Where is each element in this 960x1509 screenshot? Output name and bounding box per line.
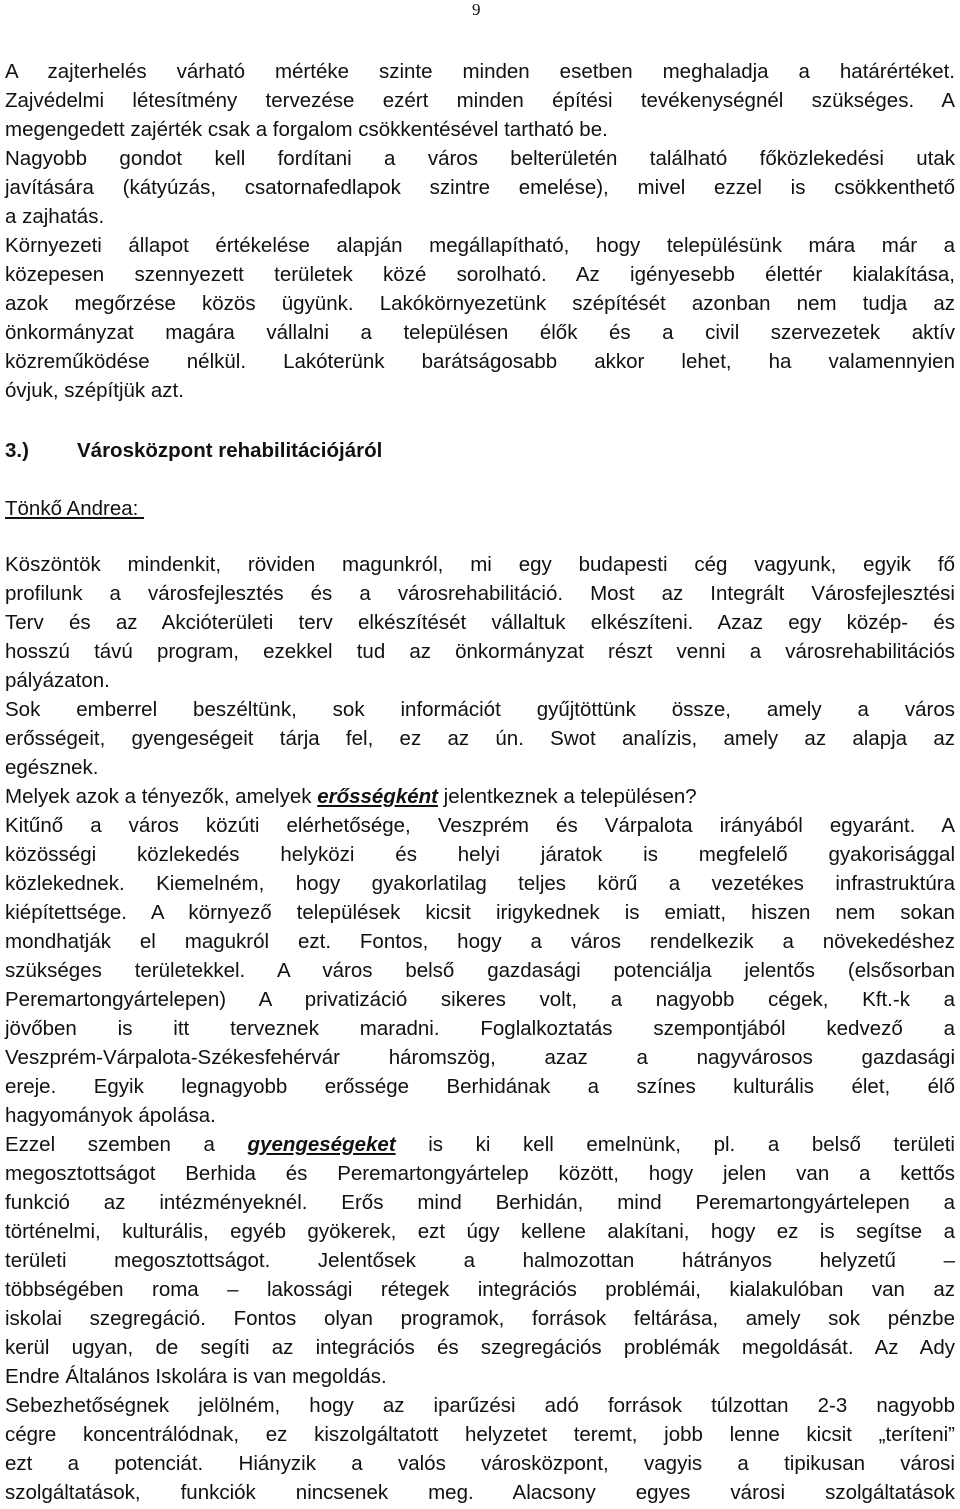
weakness-line bbox=[5, 1130, 955, 1159]
text-line: többségében roma – lakossági rétegek integrációs problémái, kialakulóban van az bbox=[5, 1278, 955, 1301]
text-line: közösségi közlekedés helyközi és helyi járatok is megfelelő gyakorisággal bbox=[5, 843, 955, 866]
text-line: megengedett zajérték csak a forgalom csökkentésével tartható be. bbox=[5, 118, 608, 141]
text-line: hagyományok ápolása. bbox=[5, 1104, 216, 1127]
question-before: Melyek azok a tényezők, amelyek bbox=[5, 785, 318, 808]
text-line: megosztottságot Berhida és Peremartongyártelep között, hogy jelen van a kettős bbox=[5, 1162, 955, 1185]
text-line: Peremartongyártelepen) A privatizáció sikeres volt, a nagyobb cégek, Kft.-k a bbox=[5, 988, 955, 1011]
text-line: önkormányzat magára vállalni a településen élők és a civil szervezetek aktív bbox=[5, 321, 955, 344]
text-line: javítására (kátyúzás, csatornafedlapok szintre emelése), mivel ezzel is csökkenthető bbox=[5, 176, 955, 199]
text-line: Környezeti állapot értékelése alapján megállapítható, hogy településünk mára már a bbox=[5, 234, 955, 257]
text-line: a zajhatás. bbox=[5, 205, 105, 228]
text-line: Endre Általános Iskolára is van megoldás. bbox=[5, 1365, 387, 1388]
text-line: Nagyobb gondot kell fordítani a város belterületén található főközlekedési utak bbox=[5, 147, 955, 170]
text-line: profilunk a városfejlesztés és a városrehabilitáció. Most az Integrált Városfejlesztési bbox=[5, 582, 955, 605]
section-number: 3.) bbox=[5, 439, 29, 462]
text-line: Terv és az Akcióterületi terv elkészítését vállaltuk elkészíteni. Azaz egy közép- és bbox=[5, 611, 955, 634]
weakness-before: Ezzel szemben a bbox=[5, 1133, 248, 1156]
text-line: ezt a potenciát. Hiányzik a valós városközpont, vagyis a tipikusan városi bbox=[5, 1452, 955, 1475]
text-line: azok megőrzése közös ügyünk. Lakókörnyezetünk szépítését azonban nem tudja az bbox=[5, 292, 955, 315]
text-line: ereje. Egyik legnagyobb erőssége Berhidának a színes kulturális élet, élő bbox=[5, 1075, 955, 1098]
text-line: A zajterhelés várható mértéke szinte minden esetben meghaladja a határértéket. bbox=[5, 60, 955, 83]
text-line: szolgáltatások, funkciók nincsenek meg. Alacsony egyes városi szolgáltatások bbox=[5, 1481, 955, 1504]
weaknesses-emphasis: gyengeségeket bbox=[247, 1133, 396, 1156]
text-line: kiépítettsége. A környező települések kicsit irigykednek is emiatt, hiszen nem sokan bbox=[5, 901, 955, 924]
text-line: szükséges területekkel. A város belső gazdasági potenciálja jelentős (elsősorban bbox=[5, 959, 955, 982]
text-line: iskolai szegregáció. Fontos olyan programok, források feltárása, amely sok pénzbe bbox=[5, 1307, 955, 1330]
text-line: történelmi, kulturális, egyéb gyökerek, ezt úgy kellene alakítani, hogy ez is segítse a bbox=[5, 1220, 955, 1243]
weakness-after: is ki kell emelnünk, pl. a belső területi bbox=[395, 1133, 955, 1156]
text-line: funkció az intézményeknél. Erős mind Berhidán, mind Peremartongyártelepen a bbox=[5, 1191, 955, 1214]
text-line: Zajvédelmi létesítmény tervezése ezért minden építési tevékenységnél szükséges. A bbox=[5, 89, 955, 112]
section-heading bbox=[5, 436, 382, 465]
question-after: jelentkeznek a településen? bbox=[437, 785, 697, 808]
text-line: hosszú távú program, ezekkel tud az önkormányzat részt venni a városrehabilitációs bbox=[5, 640, 955, 663]
strengths-emphasis: erősségként bbox=[317, 785, 438, 808]
text-line: mondhatják el magukról ezt. Fontos, hogy a város rendelkezik a növekedéshez bbox=[5, 930, 955, 953]
text-line: Sebezhetőségnek jelölném, hogy az iparűzési adó források túlzottan 2-3 nagyobb bbox=[5, 1394, 955, 1417]
paragraph-strengths bbox=[5, 811, 955, 1130]
section-title: Városközpont rehabilitációjáról bbox=[77, 439, 383, 462]
text-line: Sok emberrel beszéltünk, sok információt gyűjtöttünk össze, amely a város bbox=[5, 698, 955, 721]
text-line: Veszprém-Várpalota-Székesfehérvár háromszög, azaz a nagyvárosos gazdasági bbox=[5, 1046, 955, 1069]
text-line: közreműködése nélkül. Lakóterünk barátságosabb akkor lehet, ha valamennyien bbox=[5, 350, 955, 373]
text-line: kerül ugyan, de segíti az integrációs és szegregációs problémák megoldását. Az Ady bbox=[5, 1336, 955, 1359]
text-line: erősségeit, gyengeségeit tárja fel, ez az ún. Swot analízis, amely az alapja az bbox=[5, 727, 955, 750]
text-line: pályázaton. bbox=[5, 669, 110, 692]
text-line: óvjuk, szépítjük azt. bbox=[5, 379, 184, 402]
paragraph-intro bbox=[5, 550, 955, 811]
text-line: Kitűnő a város közúti elérhetősége, Veszprém és Várpalota irányából egyaránt. A bbox=[5, 814, 955, 837]
text-line: közlekednek. Kiemelném, hogy gyakorlatilag teljes körű a vezetékes infrastruktúra bbox=[5, 872, 955, 895]
page-number: 9 bbox=[472, 0, 481, 19]
text-line: cégre koncentrálódnak, ez kiszolgáltatott helyzetet teremt, jobb lenne kicsit „teríteni” bbox=[5, 1423, 955, 1446]
question-line bbox=[5, 782, 955, 811]
speaker-name: Tönkő Andrea: bbox=[5, 497, 145, 520]
text-line: Köszöntök mindenkit, röviden magunkról, mi egy budapesti cég vagyunk, egyik fő bbox=[5, 553, 955, 576]
paragraph-weaknesses bbox=[5, 1130, 955, 1507]
text-line: területi megosztottságot. Jelentősek a halmozottan hátrányos helyzetű – bbox=[5, 1249, 955, 1272]
text-line: jövőben is itt terveznek maradni. Foglalkoztatás szempontjából kedvező a bbox=[5, 1017, 955, 1040]
paragraph-noise bbox=[5, 57, 955, 405]
text-line: egésznek. bbox=[5, 756, 99, 779]
text-line: közepesen szennyezett területek közé sorolható. Az igényesebb élettér kialakítása, bbox=[5, 263, 955, 286]
